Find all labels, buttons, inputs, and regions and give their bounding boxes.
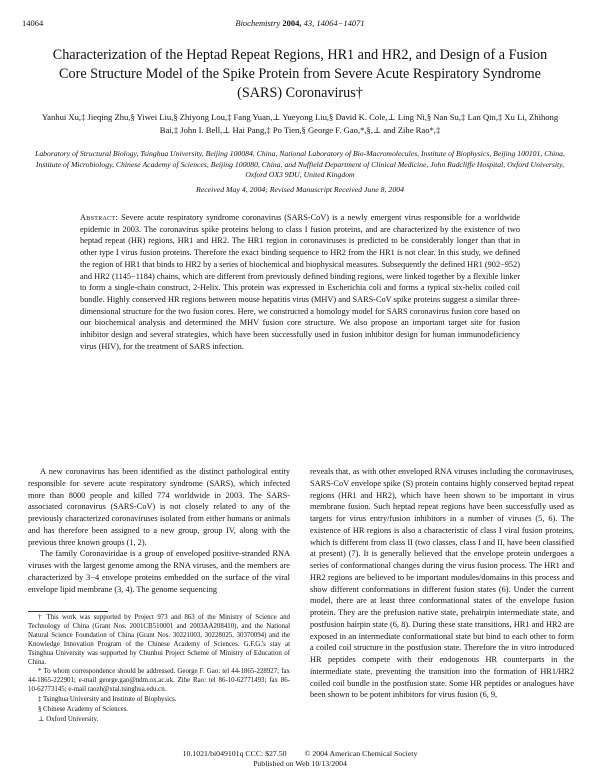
abstract-label: Abstract: xyxy=(80,213,119,222)
footnote-affiliation: ‡ Tsinghua University and Institute of Biophysics. xyxy=(38,696,177,704)
received-dates: Received May 4, 2004; Revised Manuscript Received June 8, 2004 xyxy=(195,185,405,194)
affiliations: Laboratory of Structural Biology, Tsinghua University, Beijing 100084, China, National Laboratory of Bio-Macromolecules, Institute of Biophysics, Beijing 100101, China, Institute of Microbiology, Chinese Academy of Sciences, Beijing 100080, China, and Nuffield Department of Clinical Medicine, John Radcliffe Hospital, Oxford University, Oxford OX3 9DU, United Kingdom xyxy=(35,149,565,180)
published-date: Published on Web 10/13/2004 xyxy=(253,759,347,768)
footnotes xyxy=(28,614,290,726)
paper-title: Characterization of the Heptad Repeat Regions, HR1 and HR2, and Design of a Fusion Core Structure Model of the Spike Protein from Severe Acute Respiratory Syndrome (SARS) Coronavirus† xyxy=(52,47,548,101)
copyright-line: © 2004 American Chemical Society xyxy=(304,749,418,758)
body-column-left xyxy=(28,466,290,595)
abstract xyxy=(80,212,520,352)
page-footer xyxy=(0,749,600,769)
footnote-correspondence: * To whom correspondence should be addressed. George F. Gao: tel 44-1865-228927; fax 44-1865-222901; e-mail george.gao@ndm.ox.ac.uk. Zihe Rao: tel 86-10-62771493; fax 86-10-62773145; e-mail raozh@xtal.tsinghua.edu.cn. xyxy=(28,668,290,694)
body-paragraph: A new coronavirus has been identified as the distinct pathological entity responsible for severe acute respiratory syndrome (SARS), which infected more than 8000 people and killed 774 worldwide in 2003. The SARS-associated coronavirus (SARS-CoV) is not closely related to any of the previously characterized coronaviruses isolated from either humans or animals and has therefore been assigned to a new group, group IV, along with the previous three known groups (1, 2). xyxy=(28,467,290,547)
journal-name: Biochemistry xyxy=(235,18,281,28)
journal-citation xyxy=(0,18,600,28)
doi-line: 10.1021/bi049101q CCC: $27.50 xyxy=(182,749,287,758)
author-list: Yanhui Xu,‡ Jieqing Zhu,§ Yiwei Liu,§ Zhiyong Lou,‡ Fang Yuan,⊥ Yueyong Liu,§ David K. Cole,⊥ Ling Ni,§ Nan Su,‡ Lan Qin,‡ Xu Li, Zhihong Bai,‡ John I. Bell,⊥ Hai Pang,‡ Po Tien,§ George F. Gao,*,§,⊥ and Zihe Rao*,‡ xyxy=(41,112,559,135)
abstract-text: Severe acute respiratory syndrome coronavirus (SARS-CoV) is a newly emergent virus responsible for a worldwide epidemic in 2003. The coronavirus spike proteins belong to class I fusion proteins, and are characterized by the existence of two heptad repeat (HR) regions, HR1 and HR2. The HR1 region in coronaviruses is predicted to be considerably longer than that in other type I virus fusion proteins. Therefore the exact binding sequence to HR2 from the HR1 is not clear. In this study, we defined the region of HR1 that binds to HR2 by a series of biochemical and biophysical measures. Subsequently the defined HR1 (902−952) and HR2 (1145−1184) chains, which are different from previously defined binding regions, were linked together by a flexible linker to form a single-chain construct, 2-Helix. This protein was expressed in Escherichia coli and forms a typical six-helix coiled coil bundle. Highly conserved HR regions between mouse hepatitis virus (MHV) and SARS-CoV spike proteins suggest a similar three-dimensional structure for the two fusion cores. Here, we constructed a homology model for SARS coronavirus fusion core based on our biochemical analysis and determined the MHV fusion core structure. We also propose an important target site for fusion inhibitor design and several strategies, which have been successfully used in fusion inhibitor design for human immunodeficiency virus (HIV), for the treatment of SARS infection. xyxy=(80,213,520,351)
body-column-right xyxy=(310,466,574,701)
footnote-divider xyxy=(28,611,108,612)
body-paragraph: reveals that, as with other enveloped RNA viruses including the coronaviruses, SARS-CoV envelope spike (S) protein contains highly conserved heptad repeat regions (HR1 and HR2), which have been shown to be important in virus membrane fusion. Such heptad repeat regions have been successfully used as targets for virus entry/fusion inhibitors in a number of viruses (5, 6). The existence of HR regions is also a characteristic of class I viral fusion proteins, which is different from class II (two classes, class I and II, have been classified at present) (7). It is generally believed that the envelope protein undergoes a series of conformational changes during the virus fusion process. The HR1 and HR2 regions are believed to be important modules/domains in this process and show different conformations in different fusion states (6). Under the current model, there are at least three conformational states of the envelope fusion protein. They are the prefusion native state, prehairpin intermediate state, and postfusion hairpin state (6, 8). During these state transitions, HR1 and HR2 are exposed in an intermediate conformational state but bind to each other to form a coiled coil structure in the postfusion state. Therefore the in vitro introduced HR peptides compete with their endogenous HR counterparts in the intermediate state, preventing the transition into the formation of HR1/HR2 coiled coil bundle in the postfusion state. Some HR peptides or analogues have been shown to be potent inhibitors for virus fusion (6, 9, xyxy=(310,467,574,700)
page-number: 14064 xyxy=(22,18,44,28)
journal-year: 2004, xyxy=(282,18,302,28)
footnote-affiliation: § Chinese Academy of Sciences. xyxy=(38,706,129,714)
journal-pages: 14064−14071 xyxy=(316,18,365,28)
body-paragraph: The family Coronaviridae is a group of enveloped positive-stranded RNA viruses with the largest genome among the RNA viruses, and the members are characterized by 3−4 envelope proteins embedded on the surface of the viral envelope lipid membrane (3, 4). The genome sequencing xyxy=(28,549,290,594)
journal-volume: 43, xyxy=(303,18,315,28)
footnote-funding: † This work was supported by Project 973 and 863 of the Ministry of Science and Technology of China (Grant Nos. 2001CB510001 and 2003AA208410), and the National Natural Science Foundation of China (Grant Nos. 30221003, 30228025, 30370094) and the Knowledge Innovation Program of the Chinese Academy of Sciences. G.F.G.'s stay at Tsinghua University was supported by Chunhui Project Scheme of Ministry of Education of China. xyxy=(28,614,290,666)
footnote-affiliation: ⊥ Oxford University. xyxy=(38,715,99,723)
